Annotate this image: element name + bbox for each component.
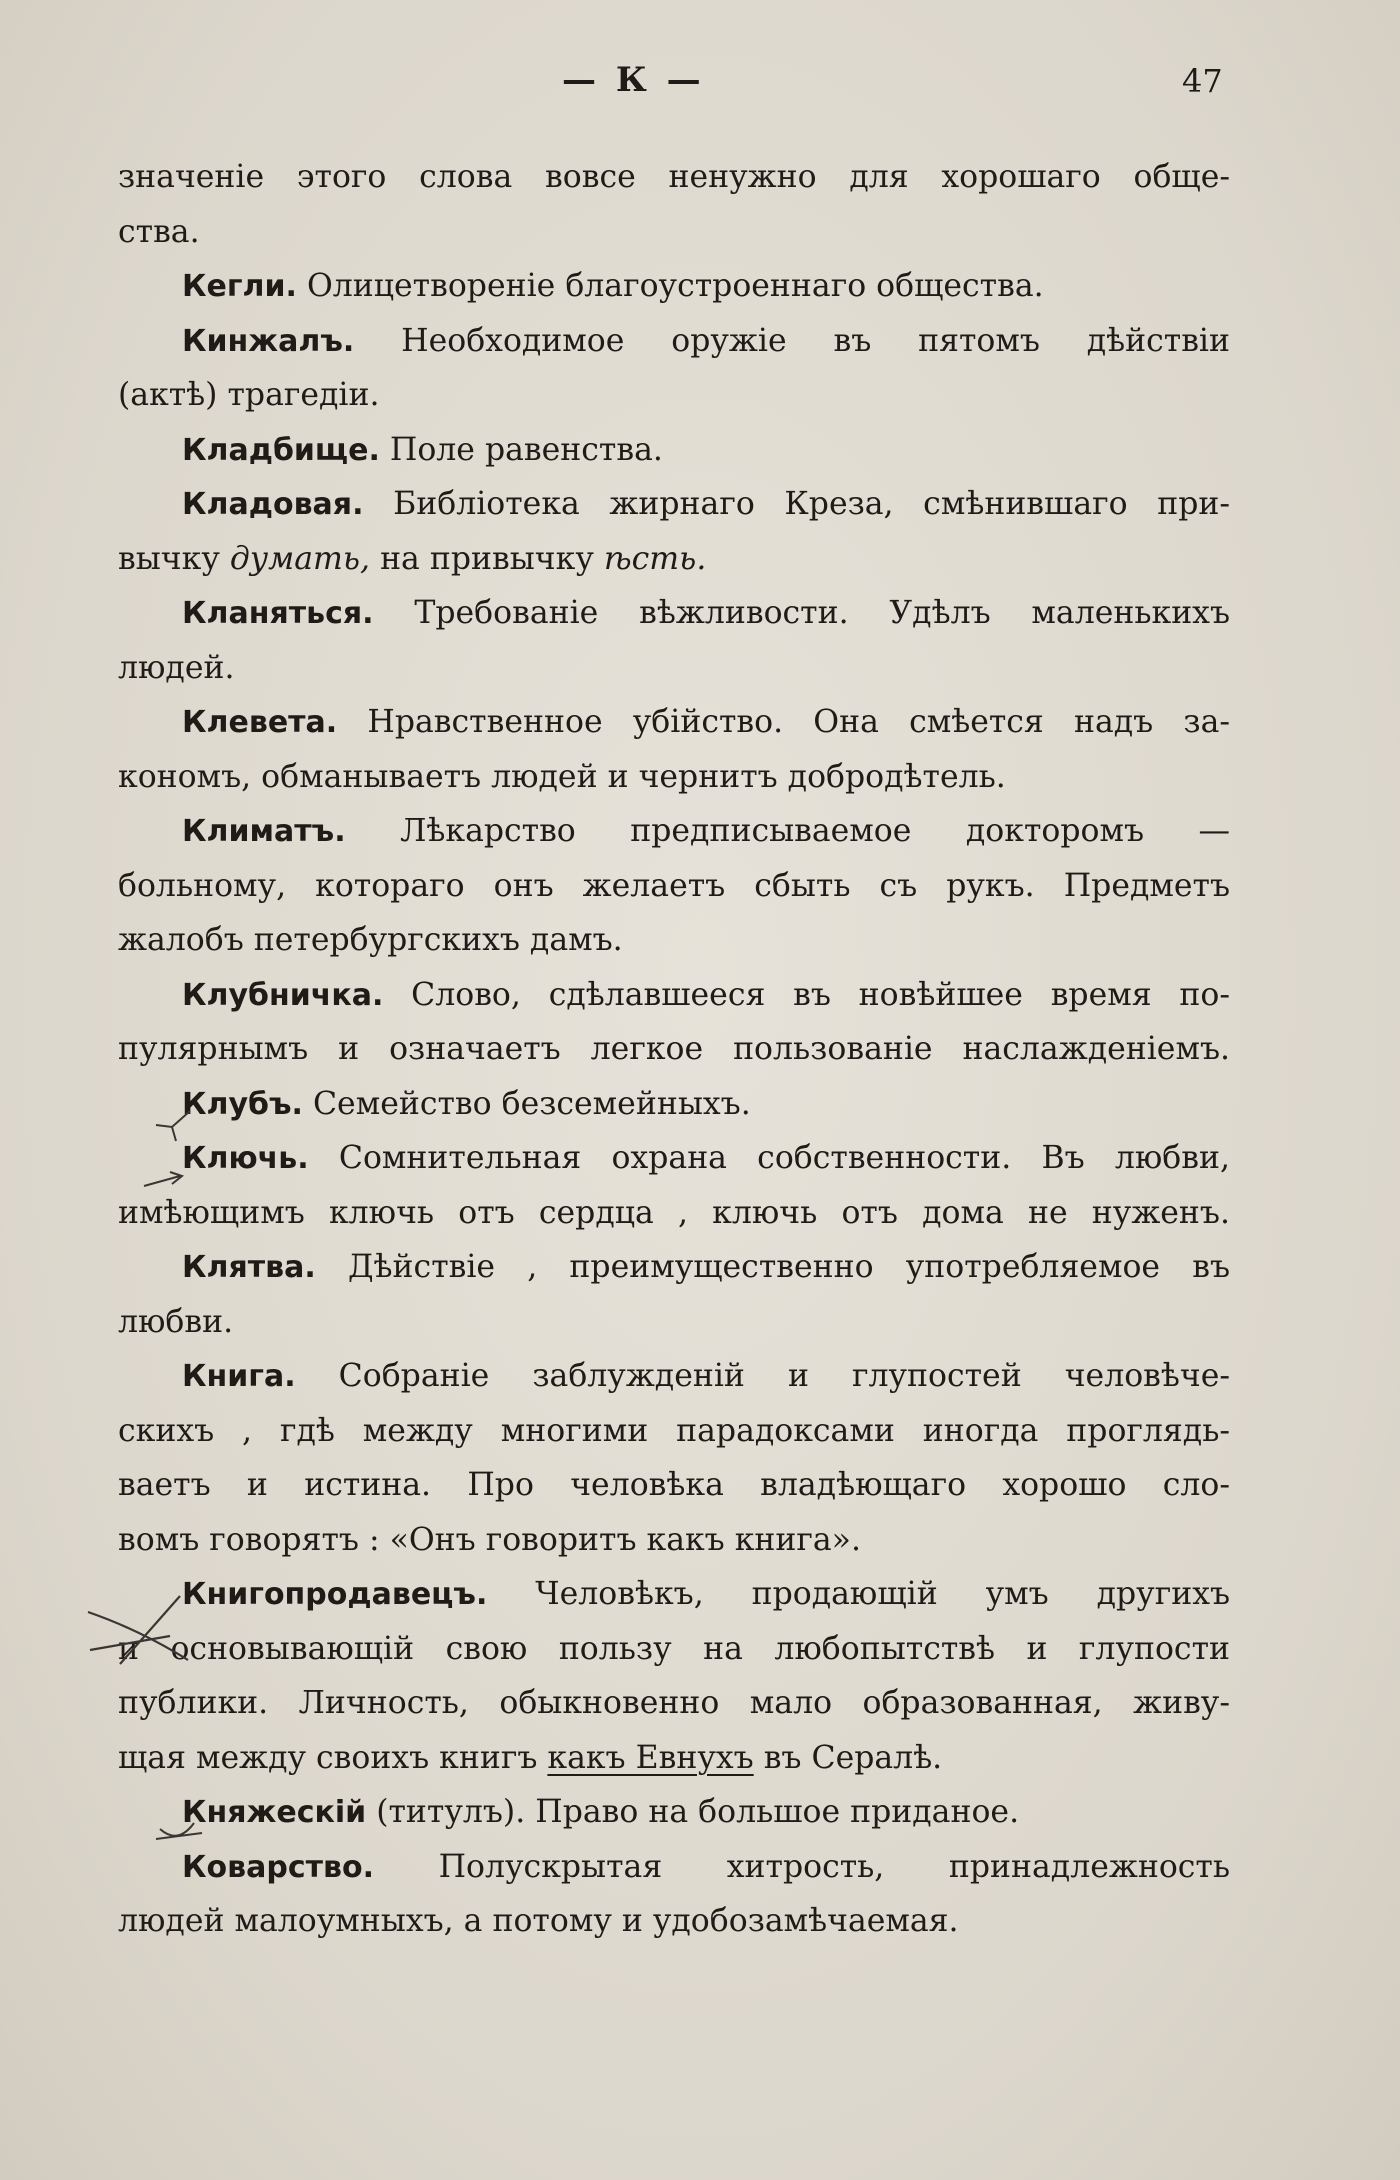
entry-term: Княжескій [182,1795,367,1830]
entry-klimat [118,804,1230,859]
entry-term: Кинжалъ. [182,323,355,359]
text-line: жалобъ петербургскихъ дамъ. [118,922,623,958]
entry-klubnichka [118,968,1230,1023]
entry-kegli [118,259,1230,314]
entry-term: Кегли. [182,269,297,304]
entry-definition: Требованіе вѣжливости. Удѣлъ маленькихъ [414,595,1230,631]
running-head: — К — [562,60,705,100]
entry-klanyatsya [118,586,1230,641]
text-line: имѣющимъ ключь отъ сердца , ключь отъ дома не нуженъ. [118,1194,1230,1231]
page-number: 47 [1182,62,1223,100]
entry-definition: Собраніе заблужденій и глупостей человѣче- [338,1358,1231,1394]
entry-definition: Лѣкарство предписываемое докторомъ — [400,813,1230,849]
entry-definition: Библіотека жирнаго Креза, смѣнившаго при- [393,486,1230,522]
text-line: пулярнымъ и означаетъ легкое пользованіе наслажденіемъ. [118,1031,1230,1067]
text-span: вычку [118,540,220,577]
text-line [118,1731,1230,1786]
entry-definition: Нравственное убійство. Она смѣется надъ за- [367,704,1230,740]
entry-definition: Семейство безсемейныхъ. [312,1085,751,1122]
text-line: больному, котораго онъ желаетъ сбыть съ рукъ. Предметъ [118,867,1230,904]
entry-definition: (титулъ). Право на большое приданое. [376,1794,1020,1830]
text-line: ства. [118,213,200,250]
italic-word: думать, [229,540,371,577]
text-line [118,532,1230,587]
entry-definition: Полускрытая хитрость, принадлежность [438,1848,1231,1885]
entry-term: Клубъ. [182,1086,303,1122]
entry-term: Клубничка. [182,977,384,1013]
entry-term: Клятва. [182,1250,316,1285]
text-line: вомъ говорятъ : «Онъ говоритъ какъ книга». [118,1521,861,1558]
text-line: людей малоумныхъ, а потому и удобозамѣчаемая. [118,1903,959,1939]
text-line: людей. [118,649,235,686]
entry-klyatva [118,1240,1230,1295]
entry-definition: Слово, сдѣлавшееся въ новѣйшее время по- [411,976,1230,1013]
entry-klub [118,1077,1230,1132]
entry-term: Кладбище. [182,432,380,468]
text-line: значеніе этого слова вовсе ненужно для хорошаго обще- [118,159,1230,195]
entry-kovarstvo [118,1840,1230,1895]
entry-definition: Дѣйствіе , преимущественно употребляемое въ [347,1249,1231,1285]
entry-term: Клевета. [182,705,338,740]
entry-term: Книгопродавецъ. [182,1577,488,1612]
text-span: въ Сералѣ. [763,1739,943,1776]
entry-kinzhal [118,314,1230,369]
entry-kleveta [118,695,1230,750]
entry-term: Книга. [182,1359,296,1394]
entry-knyazheskiy [118,1785,1230,1840]
entry-kniga [118,1349,1230,1404]
text-line: публики. Личность, обыкновенно мало образованная, живу- [118,1685,1230,1721]
text-line: ваетъ и истина. Про человѣка владѣющаго хорошо сло- [118,1467,1230,1503]
entry-definition: Человѣкъ, продающій умъ другихъ [535,1576,1231,1612]
entry-kladovaya [118,477,1230,532]
text-line: любви. [118,1303,234,1340]
entry-definition: Олицетвореніе благоустроеннаго общества. [306,268,1044,304]
entry-term: Кланяться. [182,596,374,631]
text-line: и основывающій свою пользу на любопытствѣ и глупости [118,1630,1230,1667]
dictionary-text [118,150,1230,1949]
entry-kladbishche [118,423,1230,478]
entry-definition: Необходимое оружіе въ пятомъ дѣйствіи [401,322,1231,359]
entry-term: Климатъ. [182,814,346,849]
entry-definition: Сомнительная охрана собственности. Въ любви, [338,1140,1231,1176]
text-line: кономъ, обманываетъ людей и чернитъ добродѣтель. [118,758,1006,795]
entry-term: Ключь. [182,1141,309,1176]
underlined-phrase: какъ Евнухъ [547,1739,754,1776]
text-line: скихъ , гдѣ между многими парадоксами иногда проглядь- [118,1412,1230,1449]
entry-definition: Поле равенства. [389,431,663,468]
entry-knigoprodavets [118,1567,1230,1622]
entry-term: Кладовая. [182,487,364,522]
text-line: (актѣ) трагедіи. [118,377,380,413]
italic-word: ѣсть. [603,540,707,577]
page-header [0,60,1400,110]
entry-term: Коварство. [182,1849,374,1885]
text-span: на привычку [380,540,594,577]
text-span: щая между своихъ книгъ [118,1739,538,1776]
entry-klyuch [118,1131,1230,1186]
